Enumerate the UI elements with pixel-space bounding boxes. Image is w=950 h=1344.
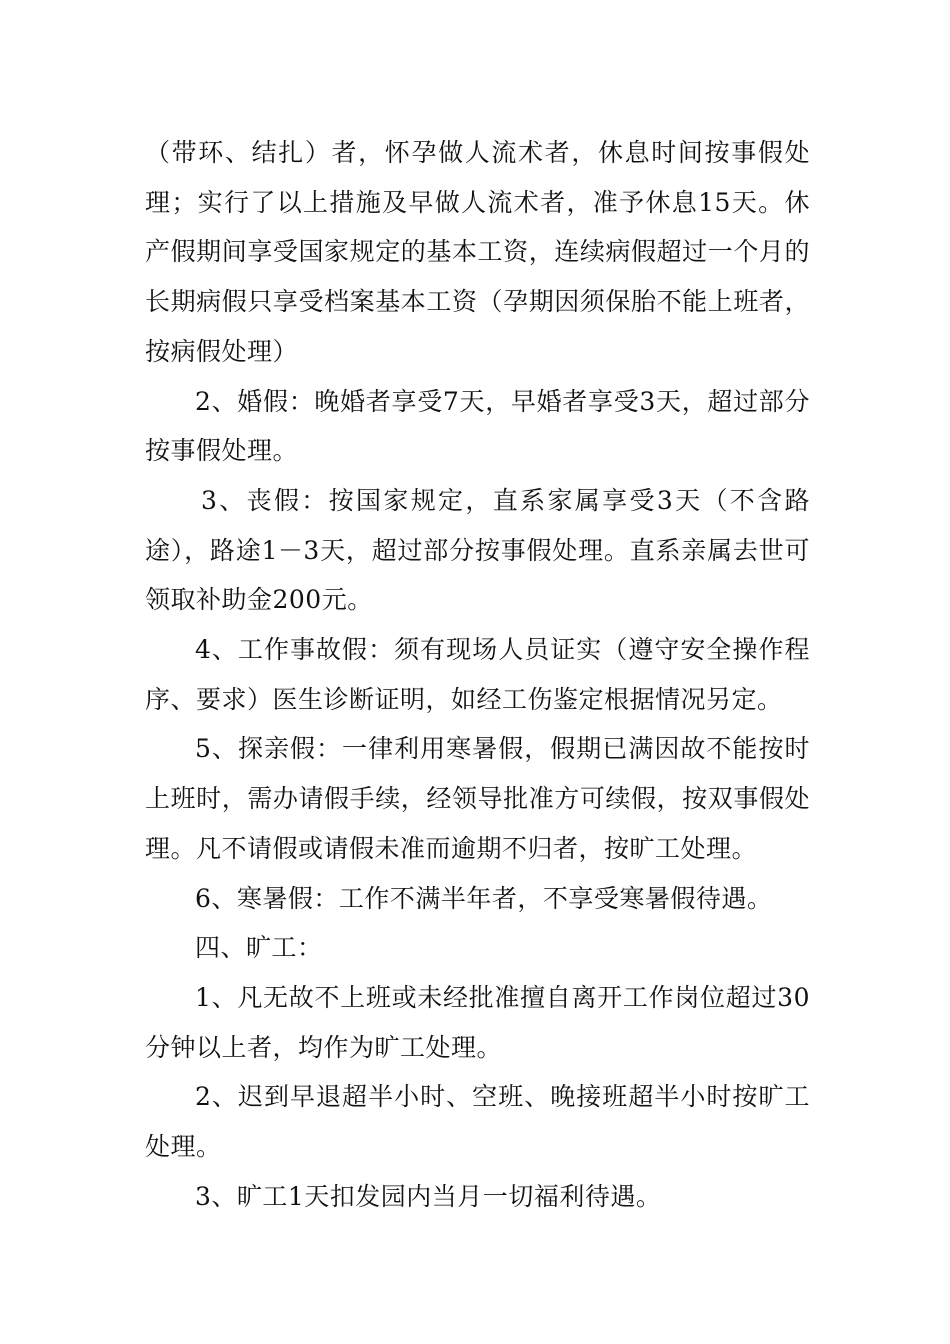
document-body: [145, 128, 810, 1221]
paragraph-absenteeism-rule-3: 3、旷工1天扣发园内当月一切福利待遇。: [195, 1181, 662, 1211]
paragraph-work-accident-leave: 4、工作事故假：须有现场人员证实（遵守安全操作程序、要求）医生诊断证明，如经工伤鉴定根据情况另定。: [145, 635, 810, 714]
paragraph-marriage-leave: 2、婚假：晚婚者享受7天，早婚者享受3天，超过部分按事假处理。: [145, 386, 810, 466]
paragraph-family-visit-leave: 5、探亲假：一律利用寒暑假，假期已满因故不能按时上班时，需办请假手续，经领导批准方可续假，按双事假处理。凡不请假或请假未准而逾期不归者，按旷工处理。: [145, 734, 810, 863]
paragraph-absenteeism-rule-1: 1、凡无故不上班或未经批准擅自离开工作岗位超过30分钟以上者，均作为旷工处理。: [145, 982, 810, 1062]
paragraph-winter-summer-leave: 6、寒暑假：工作不满半年者，不享受寒暑假待遇。: [195, 883, 773, 913]
paragraph-absenteeism-rule-2: 2、迟到早退超半小时、空班、晚接班超半小时按旷工处理。: [145, 1082, 810, 1162]
section-heading-absenteeism: 四、旷工：: [195, 933, 323, 963]
paragraph-bereavement-leave: 3、丧假：按国家规定，直系家属享受3天（不含路途），路途1－3天，超过部分按事假处理。直系亲属去世可领取补助金200元。: [145, 485, 810, 615]
paragraph-leave-continuation: （带环、结扎）者，怀孕做人流术者，休息时间按事假处理；实行了以上措施及早做人流术者，准予休息15天。休产假期间享受国家规定的基本工资，连续病假超过一个月的长期病假只享受档案基本工资（孕期因须保胎不能上班者，按病假处理）: [145, 138, 810, 366]
